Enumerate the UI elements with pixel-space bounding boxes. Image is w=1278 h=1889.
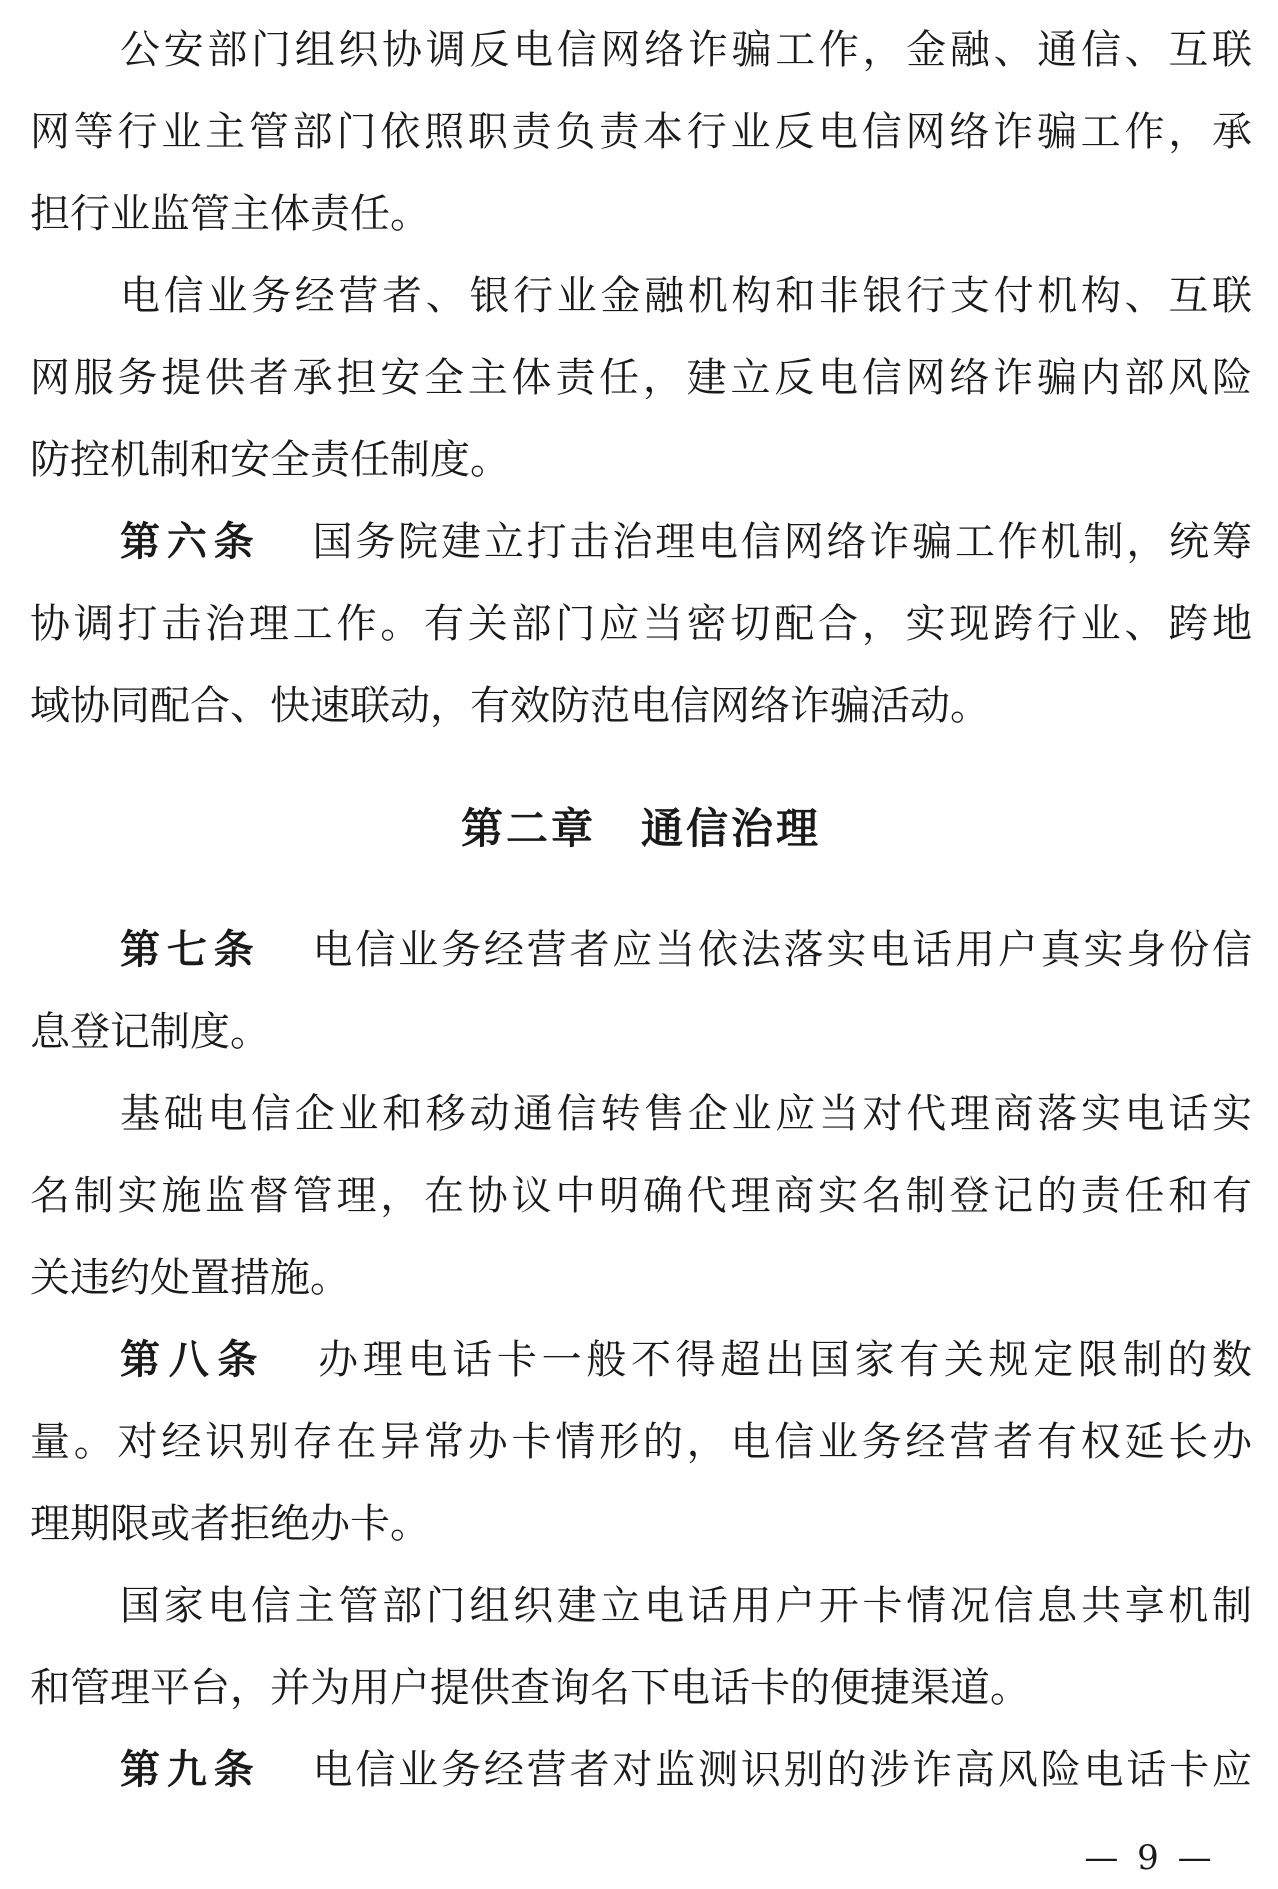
paragraph-2-line-1: 电信业务经营者、银行业金融机构和非银行支付机构、互联 <box>120 273 1252 319</box>
paragraph-agents-line-1: 基础电信企业和移动通信转售企业应当对代理商落实电话实 <box>120 1091 1252 1137</box>
page-number: — 9 — <box>1084 1838 1216 1878</box>
article-8-line-1: 第八条 办理电话卡一般不得超出国家有关规定限制的数 <box>120 1337 1253 1383</box>
paragraph-agents-line-2: 名制实施监督管理，在协议中明确代理商实名制登记的责任和有 <box>30 1173 1252 1219</box>
paragraph-1-line-3: 担行业监管主体责任。 <box>30 191 430 237</box>
article-7-line-1: 第七条 电信业务经营者应当依法落实电话用户真实身份信 <box>120 927 1252 973</box>
article-9-title: 第九条 <box>120 1747 261 1793</box>
article-7-title: 第七条 <box>120 927 261 973</box>
paragraph-2-line-3: 防控机制和安全责任制度。 <box>30 437 510 483</box>
article-9-line-1: 第九条 电信业务经营者对监测识别的涉诈高风险电话卡应 <box>120 1747 1252 1793</box>
article-8-line-3: 理期限或者拒绝办卡。 <box>30 1501 430 1547</box>
article-7-line-2: 息登记制度。 <box>30 1009 270 1055</box>
article-6-line-3: 域协同配合、快速联动，有效防范电信网络诈骗活动。 <box>30 683 990 729</box>
paragraph-2-line-2: 网服务提供者承担安全主体责任，建立反电信网络诈骗内部风险 <box>30 355 1252 401</box>
article-6-title: 第六条 <box>120 519 261 565</box>
chapter-heading: 第二章 通信治理 <box>460 804 821 853</box>
article-8-line-2: 量。对经识别存在异常办卡情形的，电信业务经营者有权延长办 <box>30 1419 1252 1465</box>
paragraph-platform-line-1: 国家电信主管部门组织建立电话用户开卡情况信息共享机制 <box>120 1583 1252 1629</box>
paragraph-agents-line-3: 关违约处置措施。 <box>30 1255 350 1301</box>
article-6-line-1: 第六条 国务院建立打击治理电信网络诈骗工作机制，统筹 <box>120 519 1252 565</box>
paragraph-platform-line-2: 和管理平台，并为用户提供查询名下电话卡的便捷渠道。 <box>30 1665 1030 1711</box>
paragraph-1-line-1: 公安部门组织协调反电信网络诈骗工作，金融、通信、互联 <box>120 27 1252 73</box>
article-6-line-2: 协调打击治理工作。有关部门应当密切配合，实现跨行业、跨地 <box>30 601 1252 647</box>
paragraph-1-line-2: 网等行业主管部门依照职责负责本行业反电信网络诈骗工作，承 <box>30 109 1252 155</box>
article-8-title: 第八条 <box>120 1337 267 1383</box>
